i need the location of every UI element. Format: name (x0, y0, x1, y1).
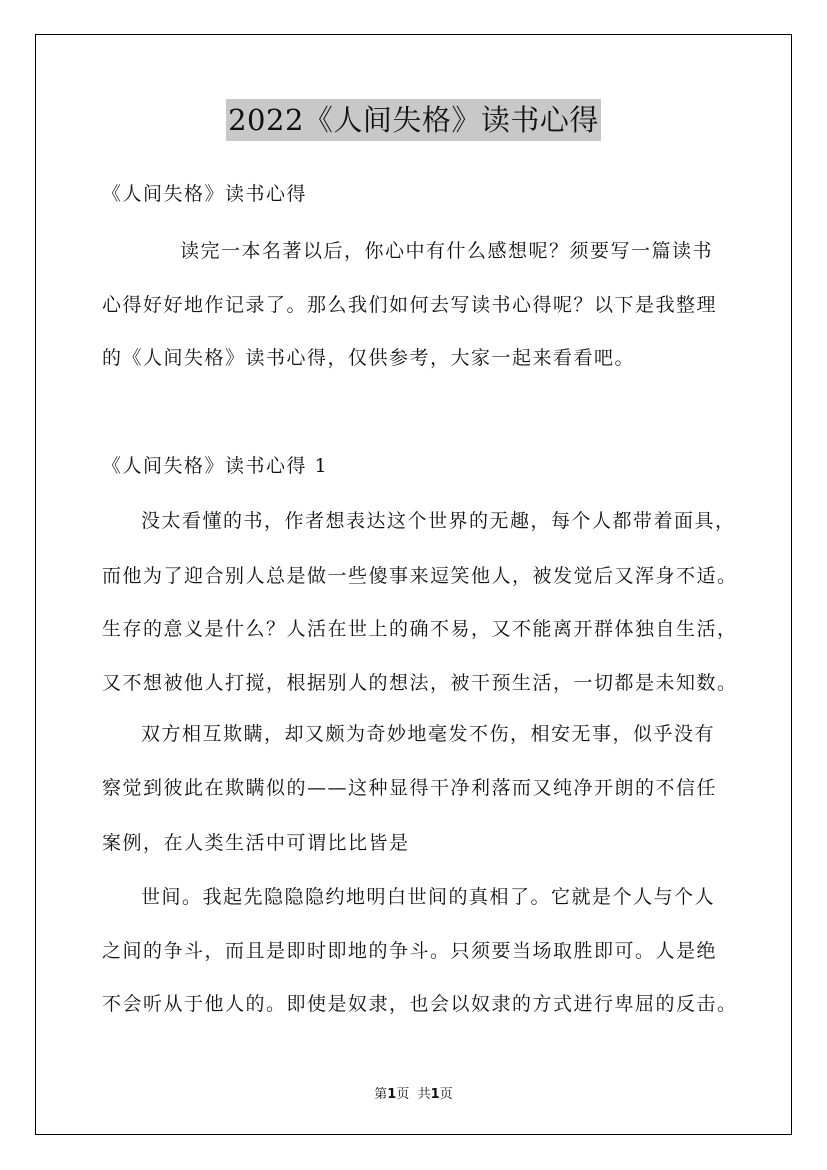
intro-line: 的《人间失格》读书心得，仅供参考，大家一起来看看吧。 (102, 347, 636, 369)
page-footer (0, 1083, 827, 1102)
body-line: 没太看懂的书，作者想表达这个世界的无趣，每个人都带着面具， (141, 510, 736, 532)
body-line: 案例，在人类生活中可谓比比皆是 (102, 832, 410, 854)
total-suffix: 页 (439, 1087, 453, 1102)
section-heading: 《人间失格》读书心得 1 (102, 455, 329, 477)
total-pages: 1 (430, 1087, 440, 1102)
body-line: 之间的争斗，而且是即时即地的争斗。只须要当场取胜即可。人是绝 (102, 940, 718, 962)
body-line: 而他为了迎合别人总是做一些傻事来逗笑他人，被发觉后又浑身不适。 (102, 565, 738, 587)
page-number: 1 (387, 1087, 397, 1102)
body-line: 察觉到彼此在欺瞒似的——这种显得干净利落而又纯净开朗的不信任 (102, 777, 718, 799)
document-title-wrap (0, 99, 827, 141)
document-title: 2022《人间失格》读书心得 (226, 99, 601, 141)
page-suffix: 页 (396, 1087, 410, 1102)
total-prefix: 共 (417, 1087, 431, 1102)
intro-line: 心得好好地作记录了。那么我们如何去写读书心得呢？以下是我整理 (102, 294, 718, 316)
body-line: 不会听从于他人的。即使是奴隶，也会以奴隶的方式进行卑屈的反击。 (102, 993, 738, 1015)
page-prefix: 第 (374, 1087, 388, 1102)
body-line: 双方相互欺瞒，却又颇为奇妙地毫发不伤，相安无事，似乎没有 (141, 723, 716, 745)
body-line: 世间。我起先隐隐隐约地明白世间的真相了。它就是个人与个人 (141, 886, 716, 908)
body-line: 生存的意义是什么？人活在世上的确不易，又不能离开群体独自生活， (102, 618, 738, 640)
document-subtitle: 《人间失格》读书心得 (102, 183, 308, 205)
body-line: 又不想被他人打搅，根据别人的想法，被干预生活，一切都是未知数。 (102, 672, 738, 694)
intro-line: 读完一本名著以后，你心中有什么感想呢？须要写一篇读书 (180, 240, 714, 262)
